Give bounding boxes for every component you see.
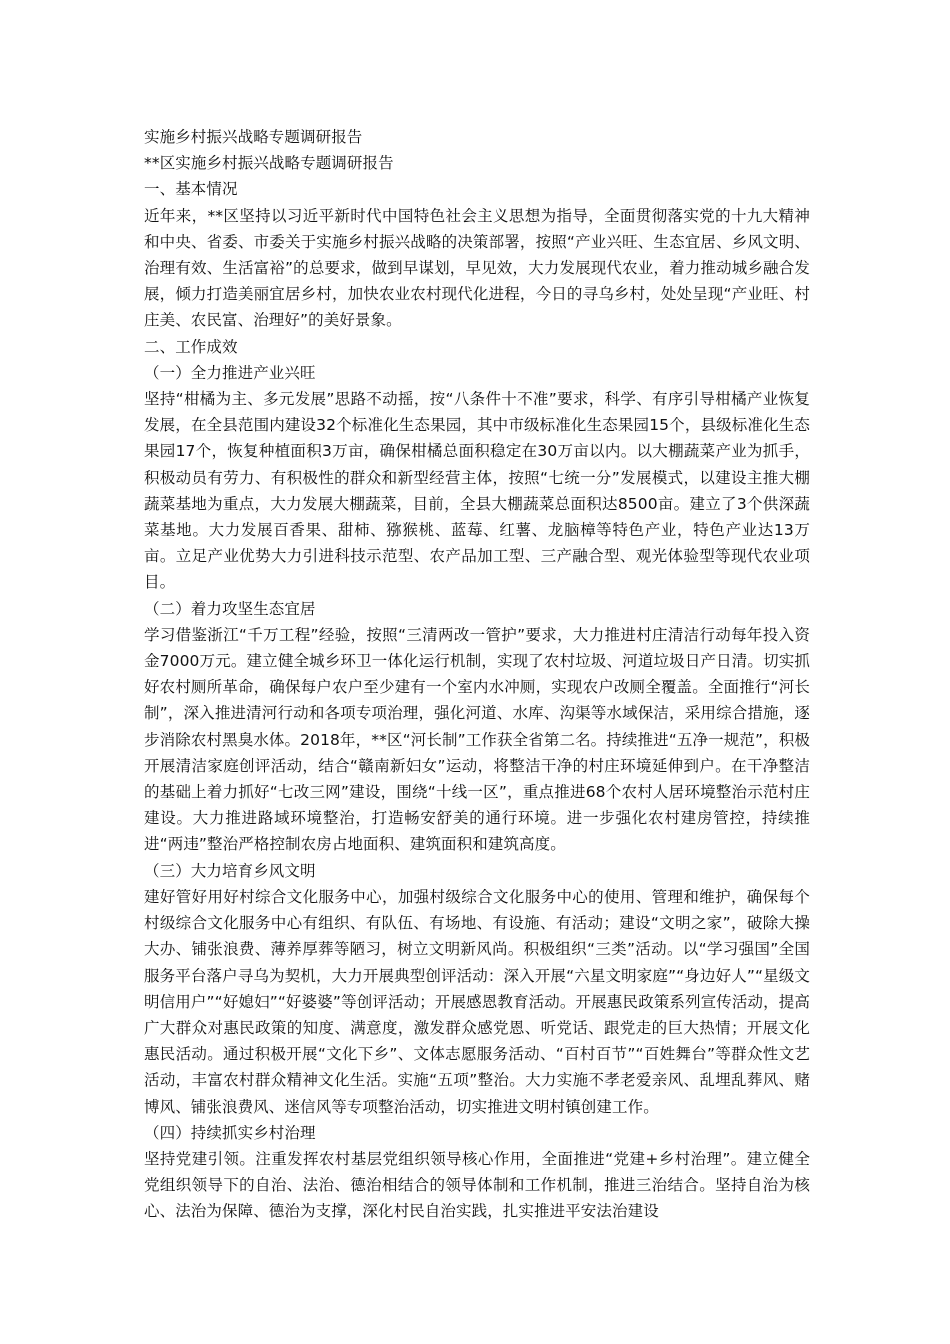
subsection-heading-governance: （四）持续抓实乡村治理 (144, 1123, 316, 1142)
document-subtitle: **区实施乡村振兴战略专题调研报告 (144, 154, 394, 173)
document-title: 实施乡村振兴战略专题调研报告 (144, 128, 363, 146)
paragraph-basic-situation: 近年来，**区坚持以习近平新时代中国特色社会主义思想为指导，全面贯彻落实党的十九大精神和中央、省委、市委关于实施乡村振兴战略的决策部署，按照“产业兴旺、生态宜居、乡风文明、治理有效、生活富裕”的总要求，做到早谋划，早见效，大力发展现代农业，着力推动城乡融合发展，倾力打造美丽宜居乡村，加快农业农村现代化进程，今日的寻乌乡村，处处呈现“产业旺、村庄美、农民富、治理好”的美好景象。 (144, 206, 810, 330)
paragraph-ecology: 学习借鉴浙江“千万工程”经验，按照“三清两改一管护”要求，大力推进村庄清洁行动每年投入资金7000万元。建立健全城乡环卫一体化运行机制，实现了农村垃圾、河道垃圾日产日清。切实抓好农村厕所革命，确保每户农户至少建有一个室内水冲厕，实现农户改厕全覆盖。全面推行“河长制”，深入推进清河行动和各项专项治理，强化河道、水库、沟渠等水域保洁，采用综合措施，逐步消除农村黑臭水体。2018年，**区“河长制”工作获全省第二名。持续推进“五净一规范”，积极开展清洁家庭创评活动，结合“赣南新妇女”运动，将整洁干净的村庄环境延伸到户。在干净整洁的基础上着力抓好“七改三网”建设，围绕“十线一区”，重点推进68个农村人居环境整治示范村庄建设。大力推进路域环境整治，打造畅安舒美的通行环境。进一步强化农村建房管控，持续推进“两违”整治严格控制农房占地面积、建筑面积和建筑高度。 (144, 625, 810, 854)
section-heading-basic-situation: 一、基本情况 (144, 180, 238, 199)
paragraph-civility: 建好管好用好村综合文化服务中心，加强村级综合文化服务中心的使用、管理和维护，确保每个村级综合文化服务中心有组织、有队伍、有场地、有设施、有活动；建设“文明之家”，破除大操大办、铺张浪费、薄养厚葬等陋习，树立文明新风尚。积极组织“三类”活动。以“学习强国”全国服务平台落户寻乌为契机，大力开展典型创评活动：深入开展“六星文明家庭”“身边好人”“星级文明信用户”“好媳妇”“好婆婆”等创评活动；开展感恩教育活动。开展惠民政策系列宣传活动，提高广大群众对惠民政策的知度、满意度，激发群众感党恩、听党话、跟党走的巨大热情；开展文化惠民活动。通过积极开展“文化下乡”、文体志愿服务活动、“百村百节”“百姓舞台”等群众性文艺活动，丰富农村群众精神文化生活。实施“五项”整治。大力实施不孝老爱亲风、乱埋乱葬风、赌博风、铺张浪费风、迷信风等专项整治活动，切实推进文明村镇创建工作。 (144, 887, 810, 1116)
subsection-heading-ecology: （二）着力攻坚生态宜居 (144, 599, 316, 618)
subsection-heading-industry: （一）全力推进产业兴旺 (144, 363, 316, 382)
paragraph-industry: 坚持“柑橘为主、多元发展”思路不动摇，按“八条件十不准”要求，科学、有序引导柑橘产业恢复发展，在全县范围内建设32个标准化生态果园，其中市级标准化生态果园15个，县级标准化生态果园17个，恢复种植面积3万亩，确保柑橘总面积稳定在30万亩以内。以大棚蔬菜产业为抓手，积极动员有劳力、有积极性的群众和新型经营主体，按照“七统一分”发展模式，以建设主推大棚蔬菜基地为重点，大力发展大棚蔬菜，目前，全县大棚蔬菜总面积达8500亩。建立了3个供深蔬菜基地。大力发展百香果、甜柿、猕猴桃、蓝莓、红薯、龙脑樟等特色产业，特色产业达13万亩。立足产业优势大力引进科技示范型、农产品加工型、三产融合型、观光体验型等现代农业项目。 (144, 390, 810, 592)
document-page (144, 124, 810, 1225)
section-heading-work-results: 二、工作成效 (144, 337, 238, 356)
subsection-heading-civility: （三）大力培育乡风文明 (144, 861, 316, 880)
paragraph-governance: 坚持党建引领。注重发挥农村基层党组织领导核心作用，全面推进“党建+乡村治理”。建立健全党组织领导下的自治、法治、德治相结合的领导体制和工作机制，推进三治结合。坚持自治为核心、法治为保障、德治为支撑，深化村民自治实践，扎实推进平安法治建设 (144, 1149, 810, 1221)
